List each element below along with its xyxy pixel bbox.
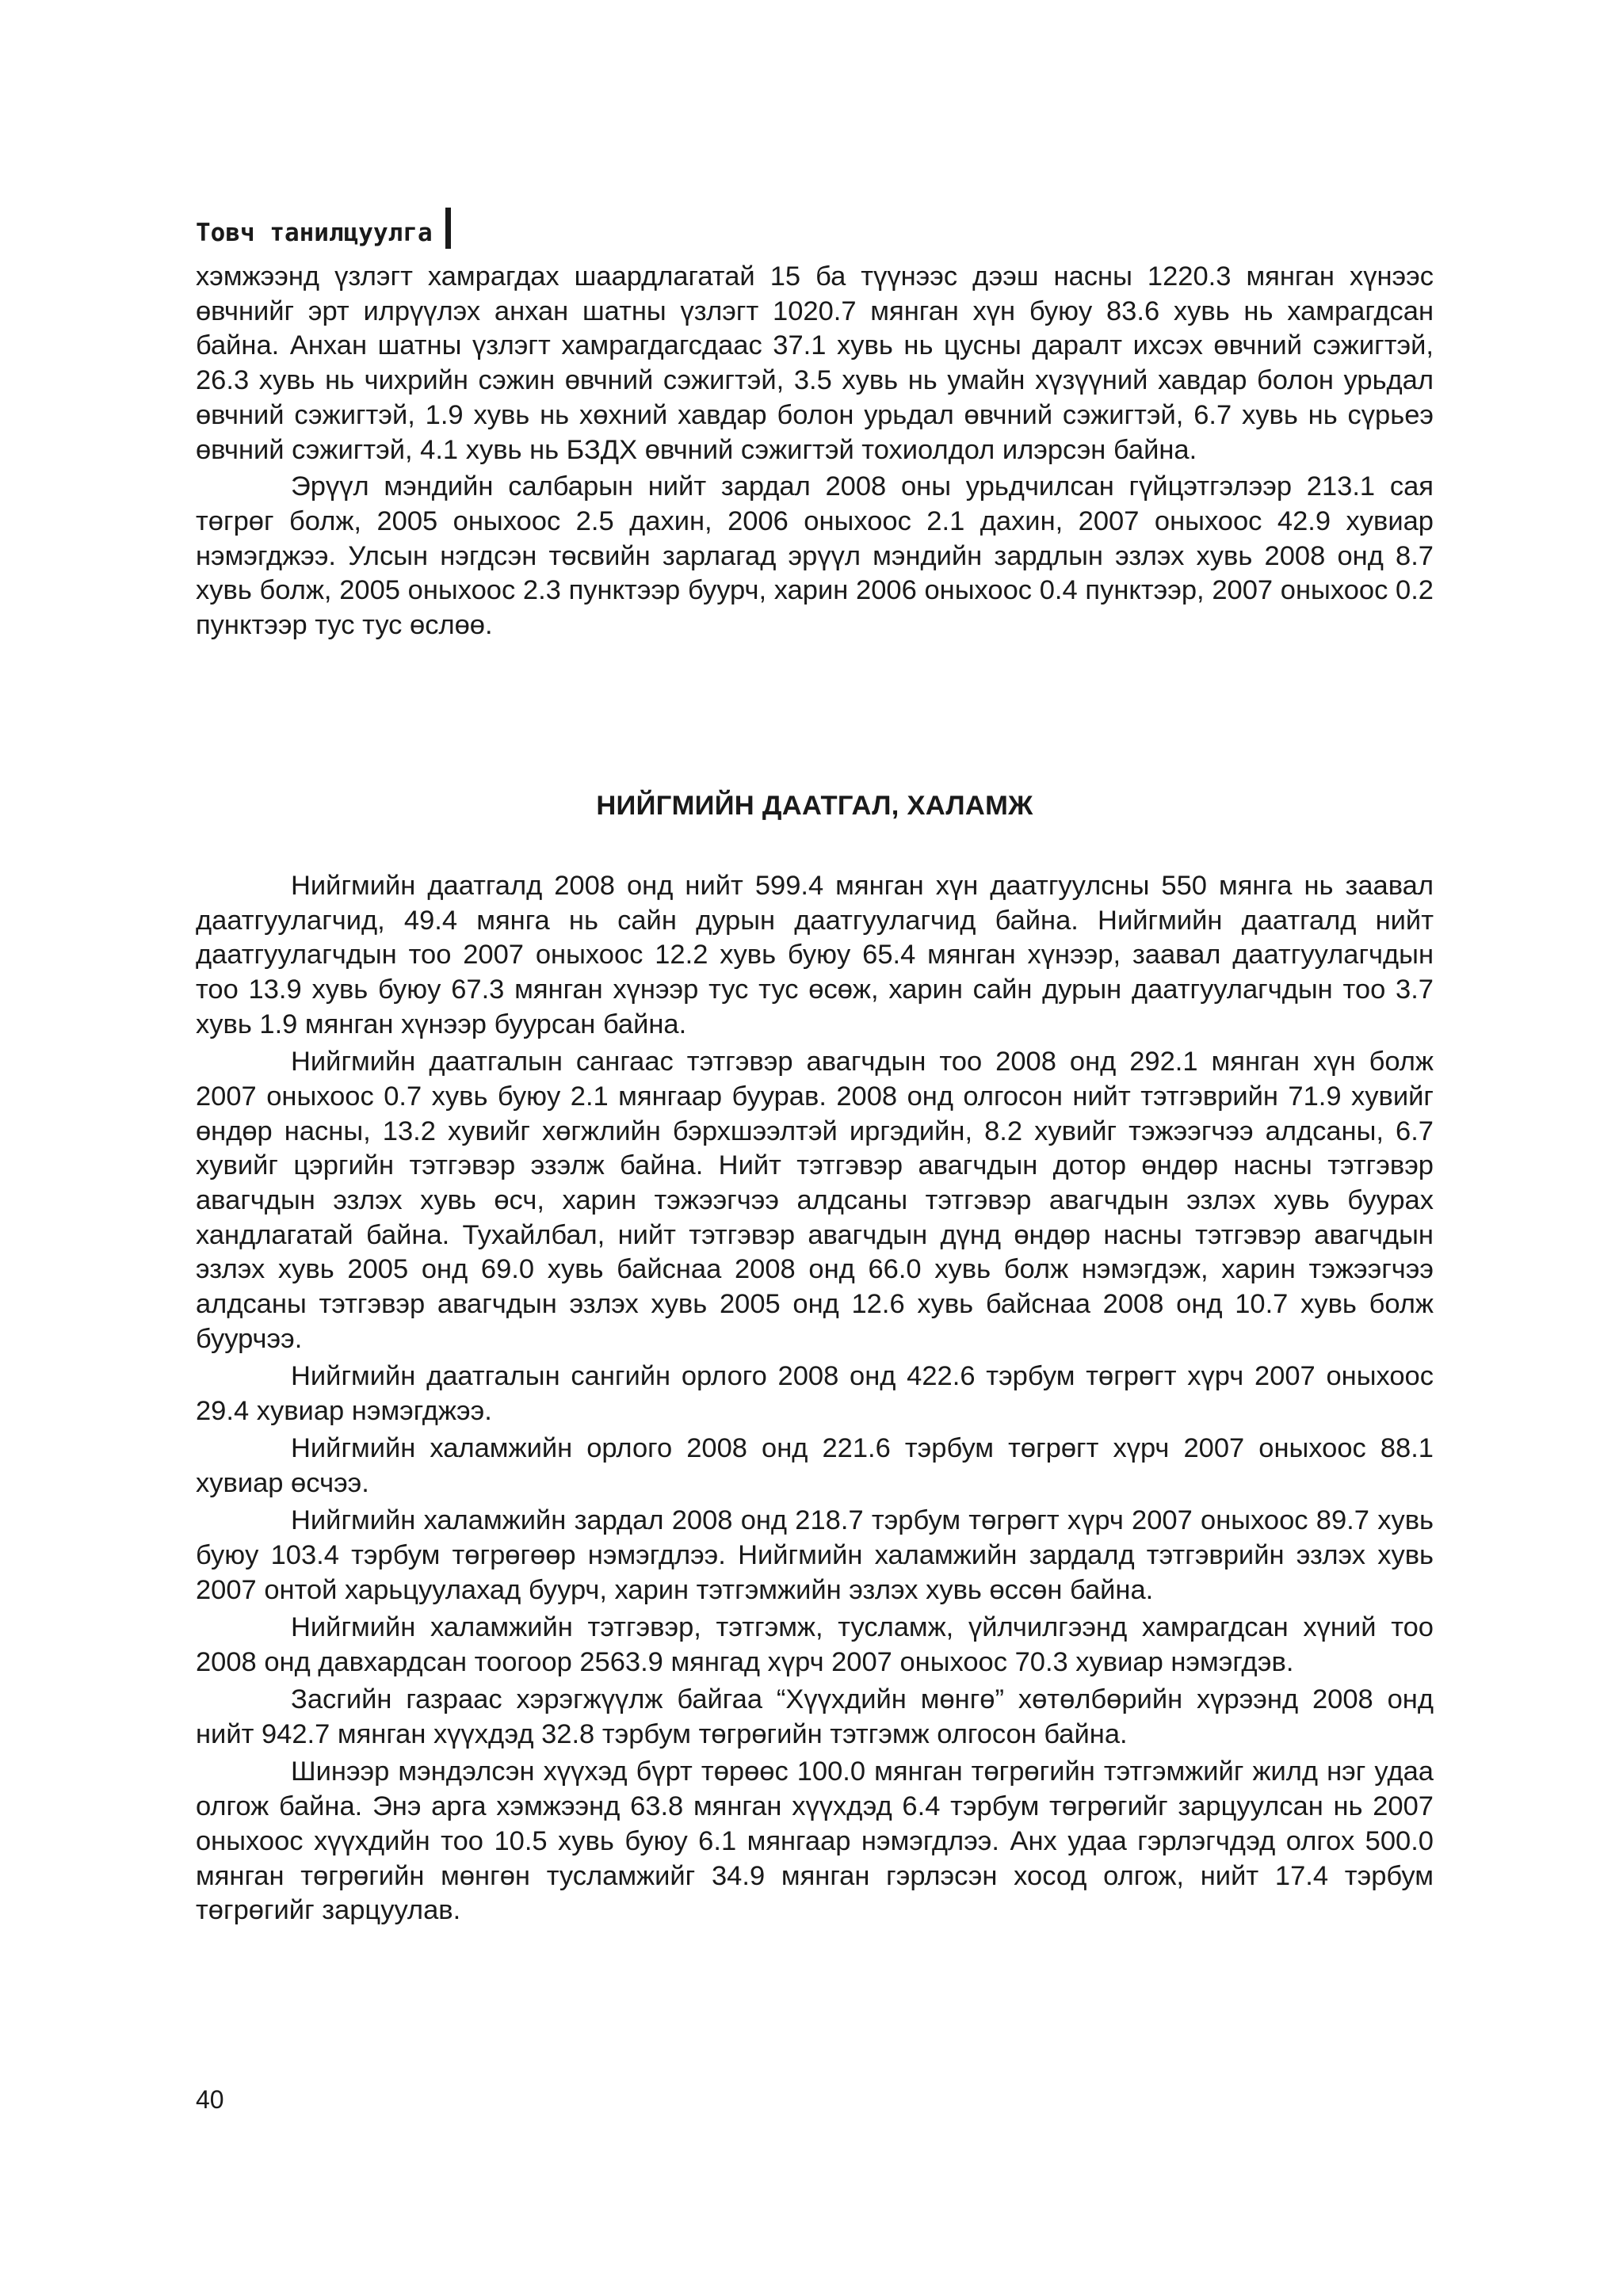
paragraph-health-screening: хэмжээнд үзлэгт хамрагдах шаардлагатай 15 ба түүнээс дээш насны 1220.3 мянган хүнээс өвчнийг эрт илрүүлэх анхан шатны үзлэгт 1020.7 мянган хүн буюу 83.6 хувь нь хамрагдсан байна. Анхан шатны үзлэгт хамрагдагсдаас 37.1 хувь нь цусны даралт ихсэх өвчний сэжигтэй, 26.3 хувь нь чихрийн сэжин өвчний сэжигтэй, 3.5 хувь нь умайн хүзүүний хавдар болон урьдал өвчний сэжигтэй, 1.9 хувь нь хөхний хавдар болон урьдал өвчний сэжигтэй, 6.7 хувь нь сүрьеэ өвчний сэжигтэй, 4.1 хувь нь БЗДХ өвчний сэжигтэй тохиолдол илэрсэн байна. — [196, 261, 1434, 465]
running-header-title: Товч танилцуулга — [196, 219, 433, 247]
section-body — [196, 869, 1434, 1928]
top-text-block — [196, 260, 1434, 643]
page-number: 40 — [196, 2085, 224, 2114]
paragraph-health-expenditure: Эрүүл мэндийн салбарын нийт зардал 2008 оны урьдчилсан гүйцэтгэлээр 213.1 сая төгрөг болж, 2005 оныхоос 2.5 дахин, 2006 оныхоос 2.1 дахин, 2007 оныхоос 42.9 хувиар нэмэгджээ. Улсын нэгдсэн төсвийн зарлагад эрүүл мэндийн зардлын эзлэх хувь 2008 онд 8.7 хувь болж, 2005 оныхоос 2.3 пунктээр буурч, харин 2006 оныхоос 0.4 пунктээр, 2007 оныхоос 0.2 пунктээр тус тус өслөө. — [196, 471, 1434, 641]
paragraph-pension-recipients: Нийгмийн даатгалын сангаас тэтгэвэр авагчдын тоо 2008 онд 292.1 мянган хүн болж 2007 оныхоос 0.7 хувь буюу 2.1 мянгаар буурав. 2008 онд олгосон нийт тэтгэврийн 71.9 хувийг өндөр насны, 13.2 хувийг хөгжлийн бэрхшээлтэй иргэдийн, 8.2 хувийг тэжээгчээ алдсаны, 6.7 хувийг цэргийн тэтгэвэр эзэлж байна. Нийт тэтгэвэр авагчдын дотор өндөр насны тэтгэвэр авагчдын эзлэх хувь өсч, харин тэжээгчээ алдсаны тэтгэвэр авагчдын эзлэх хувь буурах хандлагатай байна. Тухайлбал, нийт тэтгэвэр авагчдын дүнд өндөр насны тэтгэвэр авагчдын эзлэх хувь 2005 онд 69.0 хувь байснаа 2008 онд 66.0 хувь болж нэмэгдэж, харин тэжээгчээ алдсаны тэтгэвэр авагчдын эзлэх хувь 2005 онд 12.6 хувь байснаа 2008 онд 10.7 хувь болж буурчээ. — [196, 1047, 1434, 1354]
paragraph-welfare-coverage: Нийгмийн халамжийн тэтгэвэр, тэтгэмж, тусламж, үйлчилгээнд хамрагдсан хүний тоо 2008 онд давхардсан тоогоор 2563.9 мянгад хүрч 2007 оныхоос 70.3 хувиар нэмэгдэв. — [196, 1612, 1434, 1677]
paragraph-insurance-fund-revenue: Нийгмийн даатгалын сангийн орлого 2008 онд 422.6 тэрбум төгрөгт хүрч 2007 оныхоос 29.4 хувиар нэмэгджээ. — [196, 1361, 1434, 1426]
header-divider-bar — [445, 208, 451, 249]
paragraph-social-insurance: Нийгмийн даатгалд 2008 онд нийт 599.4 мянган хүн даатгуулсны 550 мянга нь заавал даатгуулагчид, 49.4 мянга нь сайн дурын даатгуулагчид байна. Нийгмийн даатгалд нийт даатгуулагчдын тоо 2007 оныхоос 12.2 хувь буюу 65.4 мянган хүнээр, заавал даатгуулагчдын тоо 13.9 хувь буюу 67.3 мянган хүнээр тус тус өсөж, харин сайн дурын даатгуулагчдын тоо 3.7 хувь 1.9 мянган хүнээр буурсан байна. — [196, 871, 1434, 1039]
paragraph-child-money: Засгийн газраас хэрэгжүүлж байгаа “Хүүхдийн мөнгө” хөтөлбөрийн хүрээнд 2008 онд нийт 942.7 мянган хүүхдэд 32.8 тэрбум төгрөгийн тэтгэмж олгосон байна. — [196, 1684, 1434, 1749]
section-title: НИЙГМИЙН ДААТГАЛ, ХАЛАМЖ — [596, 791, 1033, 821]
running-header — [196, 212, 451, 254]
paragraph-welfare-revenue: Нийгмийн халамжийн орлого 2008 онд 221.6 тэрбум төгрөгт хүрч 2007 оныхоос 88.1 хувиар өсчээ. — [196, 1433, 1434, 1499]
paragraph-welfare-expenditure: Нийгмийн халамжийн зардал 2008 онд 218.7 тэрбум төгрөгт хүрч 2007 оныхоос 89.7 хувь буюу 103.4 тэрбум төгрөгөөр нэмэгдлээ. Нийгмийн халамжийн зардалд тэтгэврийн эзлэх хувь 2007 онтой харьцуулахад буурч, харин тэтгэмжийн эзлэх хувь өссөн байна. — [196, 1505, 1434, 1605]
paragraph-newborn-grants: Шинээр мэндэлсэн хүүхэд бүрт төрөөс 100.0 мянган төгрөгийн тэтгэмжийг жилд нэг удаа олгож байна. Энэ арга хэмжээнд 63.8 мянган хүүхдэд 6.4 тэрбум төгрөгийг зарцуулсан нь 2007 оныхоос хүүхдийн тоо 10.5 хувь буюу 6.1 мянгаар нэмэгдлээ. Анх удаа гэрлэгчдэд олгох 500.0 мянган төгрөгийн мөнгөн тусламжийг 34.9 мянган гэрлэсэн хосод олгож, нийт 17.4 тэрбум төгрөгийг зарцуулав. — [196, 1756, 1434, 1926]
